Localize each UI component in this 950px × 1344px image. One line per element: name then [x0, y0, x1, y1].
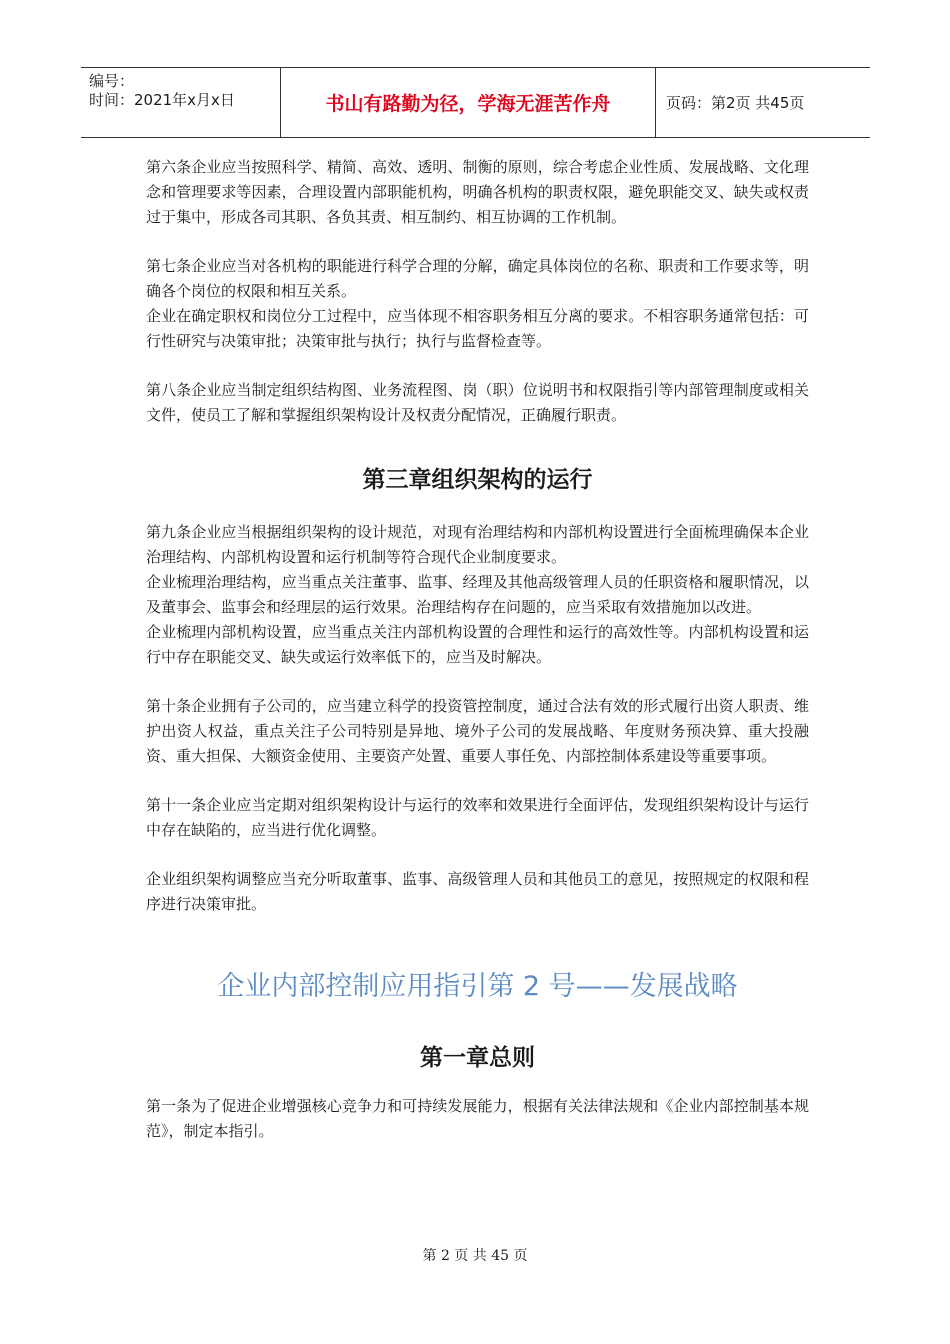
article-7-cont: 企业在确定职权和岗位分工过程中，应当体现不相容职务相互分离的要求。不相容职务通常包括：可行性研究与决策审批；决策审批与执行；执行与监督检查等。	[146, 307, 809, 350]
page-footer: 第 2 页 共 45 页	[422, 1248, 528, 1264]
guide-title: 企业内部控制应用指引第 2 号——发展战略	[217, 971, 738, 1002]
article-9: 第九条企业应当根据组织架构的设计规范，对现有治理结构和内部机构设置进行全面梳理确保本企业治理结构、内部机构设置和运行机制等符合现代企业制度要求。	[146, 523, 809, 566]
article-11: 第十一条企业应当定期对组织架构设计与运行的效率和效果进行全面评估，发现组织架构设计与运行中存在缺陷的，应当进行优化调整。	[146, 796, 809, 839]
article-6: 第六条企业应当按照科学、精简、高效、透明、制衡的原则，综合考虑企业性质、发展战略、文化理念和管理要求等因素，合理设置内部职能机构，明确各机构的职责权限，避免职能交叉、缺失或权责过于集中，形成各司其职、各负其责、相互制约、相互协调的工作机制。	[146, 158, 809, 226]
article-9-institutions: 企业梳理内部机构设置，应当重点关注内部机构设置的合理性和运行的高效性等。内部机构设置和运行中存在职能交叉、缺失或运行效率低下的，应当及时解决。	[146, 623, 809, 666]
article-8: 第八条企业应当制定组织结构图、业务流程图、岗（职）位说明书和权限指引等内部管理制度或相关文件，使员工了解和掌握组织架构设计及权责分配情况，正确履行职责。	[146, 381, 809, 424]
header-meta	[81, 68, 281, 137]
article-1: 第一条为了促进企业增强核心竞争力和可持续发展能力，根据有关法律法规和《企业内部控制基本规范》，制定本指引。	[146, 1097, 809, 1140]
document-body	[146, 155, 809, 1144]
header-motto: 书山有路勤为径，学海无涯苦作舟	[281, 68, 656, 137]
page-header	[81, 67, 870, 138]
article-7: 第七条企业应当对各机构的职能进行科学合理的分解，确定具体岗位的名称、职责和工作要求等，明确各个岗位的权限和相互关系。	[146, 257, 809, 300]
header-page-info: 页码：第2页 共45页	[666, 94, 805, 112]
chapter-3-heading: 第三章组织架构的运行	[362, 467, 593, 493]
article-11-cont: 企业组织架构调整应当充分听取董事、监事、高级管理人员和其他员工的意见，按照规定的权限和程序进行决策审批。	[146, 870, 809, 913]
date-label: 时间：2021年x月x日	[89, 91, 235, 109]
article-10: 第十条企业拥有子公司的，应当建立科学的投资管控制度，通过合法有效的形式履行出资人职责、维护出资人权益，重点关注子公司特别是异地、境外子公司的发展战略、年度财务预决算、重大投融资、重大担保、大额资金使用、主要资产处置、重要人事任免、内部控制体系建设等重要事项。	[146, 697, 809, 765]
article-9-governance: 企业梳理治理结构，应当重点关注董事、监事、经理及其他高级管理人员的任职资格和履职情况，以及董事会、监事会和经理层的运行效果。治理结构存在问题的，应当采取有效措施加以改进。	[146, 573, 809, 616]
chapter-1-heading: 第一章总则	[420, 1045, 535, 1071]
number-label: 编号：	[89, 72, 135, 90]
